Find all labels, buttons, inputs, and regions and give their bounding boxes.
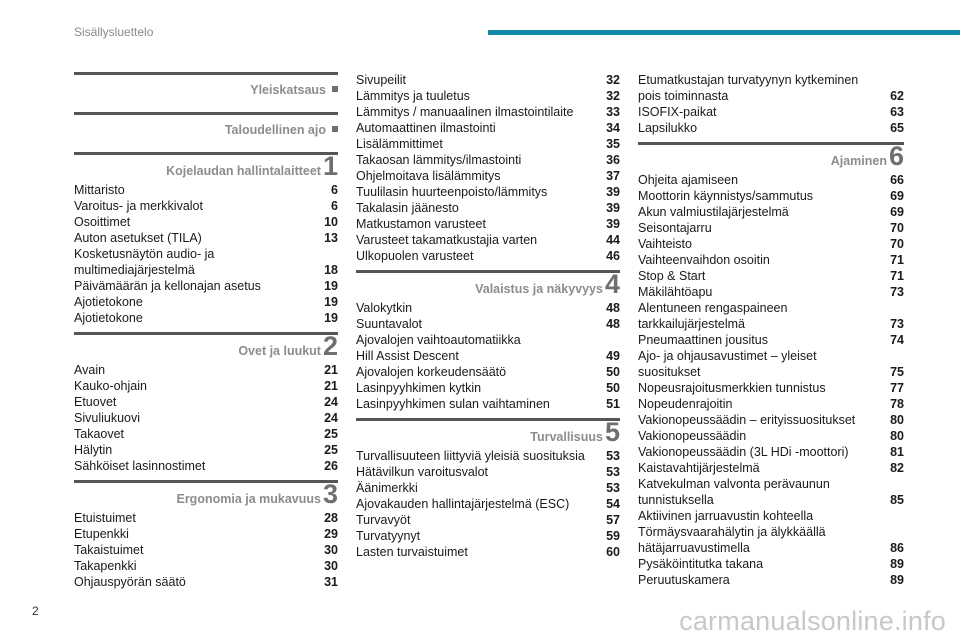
- toc-entry[interactable]: [74, 574, 338, 590]
- toc-section: [638, 142, 904, 588]
- entry-title: Osoittimet: [74, 215, 131, 229]
- entry-page-number: 39: [606, 217, 620, 231]
- section-heading[interactable]: [74, 72, 338, 106]
- section-title: Taloudellinen ajo: [224, 122, 326, 137]
- toc-entry[interactable]: [638, 332, 904, 348]
- toc-section: [356, 418, 620, 560]
- square-bullet-icon: [332, 126, 338, 132]
- entry-title: Vakionopeussäädin: [638, 429, 747, 443]
- entry-title: Kauko-ohjain: [74, 379, 147, 393]
- entry-title: Turvallisuuteen liittyviä yleisiä suosituksia: [356, 449, 585, 463]
- toc-column-2: [356, 72, 620, 566]
- toc-entry[interactable]: [638, 172, 904, 188]
- toc-entry[interactable]: [356, 216, 620, 232]
- entry-title: Pneumaattinen jousitus: [638, 333, 768, 347]
- section-heading[interactable]: [74, 112, 338, 146]
- entry-title: Katvekulman valvonta perävaunun tunnistuksella: [638, 477, 830, 507]
- entry-title: Sähköiset lasinnostimet: [74, 459, 206, 473]
- section-heading[interactable]: [356, 270, 620, 300]
- entry-page-number: 32: [606, 73, 620, 87]
- toc-entry[interactable]: [356, 200, 620, 216]
- entry-title: Ajo- ja ohjausavustimet – yleiset suositukset: [638, 349, 817, 379]
- entry-title: Nopeusrajoitusmerkkien tunnistus: [638, 381, 826, 395]
- toc-entry[interactable]: [638, 444, 904, 460]
- toc-entry[interactable]: [74, 230, 338, 246]
- entry-page-number: 39: [606, 185, 620, 199]
- toc-entry[interactable]: [74, 410, 338, 426]
- toc-entry[interactable]: [356, 496, 620, 512]
- entry-title: Turvavyöt: [356, 513, 411, 527]
- entry-title: Ajovakauden hallintajärjestelmä (ESC): [356, 497, 570, 511]
- toc-entry[interactable]: [638, 572, 904, 588]
- entry-page-number: 30: [324, 559, 338, 573]
- toc-entry[interactable]: [74, 558, 338, 574]
- toc-entry[interactable]: [74, 378, 338, 394]
- toc-entry[interactable]: [356, 396, 620, 412]
- toc-entry[interactable]: [638, 300, 904, 332]
- entry-title: Mittaristo: [74, 183, 125, 197]
- toc-entry[interactable]: [638, 204, 904, 220]
- toc-entry[interactable]: [356, 480, 620, 496]
- entry-title: Alentuneen rengaspaineen tarkkailujärjestelmä: [638, 301, 788, 331]
- section-number: 2: [322, 331, 338, 361]
- toc-section: [74, 112, 338, 146]
- entry-page-number: 10: [324, 215, 338, 229]
- entry-page-number: 36: [606, 153, 620, 167]
- entry-page-number: 44: [606, 233, 620, 247]
- entry-page-number: 19: [324, 295, 338, 309]
- toc-entry[interactable]: [638, 428, 904, 444]
- entry-title: Pysäköintitutka takana: [638, 557, 764, 571]
- toc-entry[interactable]: [74, 362, 338, 378]
- entry-page-number: 19: [324, 279, 338, 293]
- entry-page-number: 65: [890, 121, 904, 135]
- entry-page-number: 31: [324, 575, 338, 589]
- entry-title: Vaihteenvaihdon osoitin: [638, 253, 770, 267]
- toc-entry[interactable]: [356, 168, 620, 184]
- entry-page-number: 39: [606, 201, 620, 215]
- toc-entry[interactable]: [356, 72, 620, 88]
- entry-title: Vakionopeussäädin (3L HDi -moottori): [638, 445, 849, 459]
- entry-page-number: 53: [606, 449, 620, 463]
- entry-title: Ajovalojen korkeudensäätö: [356, 365, 507, 379]
- entry-page-number: 69: [890, 205, 904, 219]
- entry-title: Takaovet: [74, 427, 125, 441]
- entry-page-number: 50: [606, 365, 620, 379]
- entry-title: Ulkopuolen varusteet: [356, 249, 474, 263]
- entry-title: Takapenkki: [74, 559, 137, 573]
- toc-entry[interactable]: [638, 460, 904, 476]
- entry-title: Automaattinen ilmastointi: [356, 121, 496, 135]
- entry-page-number: 48: [606, 301, 620, 315]
- entry-title: Päivämäärän ja kellonajan asetus: [74, 279, 261, 293]
- entry-page-number: 89: [890, 573, 904, 587]
- entry-title: Suuntavalot: [356, 317, 423, 331]
- entry-title: Ohjeita ajamiseen: [638, 173, 739, 187]
- square-bullet-icon: [332, 86, 338, 92]
- entry-page-number: 73: [890, 285, 904, 299]
- entry-page-number: 71: [890, 253, 904, 267]
- header-title: Sisällysluettelo: [74, 25, 154, 39]
- entry-title: Aktiivinen jarruavustin kohteella Törmäysvaarahälytin ja älykkäällä hätäjarruavustimella: [638, 509, 826, 555]
- entry-page-number: 19: [324, 311, 338, 325]
- entry-title: Etupenkki: [74, 527, 129, 541]
- toc-entry[interactable]: [356, 184, 620, 200]
- section-number: 5: [604, 417, 620, 447]
- entry-page-number: 53: [606, 481, 620, 495]
- toc-entry[interactable]: [638, 380, 904, 396]
- toc-entry[interactable]: [638, 556, 904, 572]
- entry-title: Lasten turvaistuimet: [356, 545, 468, 559]
- entry-title: Kaistavahtijärjestelmä: [638, 461, 760, 475]
- entry-title: Mäkilähtöapu: [638, 285, 713, 299]
- entry-page-number: 70: [890, 237, 904, 251]
- entry-page-number: 81: [890, 445, 904, 459]
- toc-entry[interactable]: [638, 268, 904, 284]
- entry-title: Ajovalojen vaihtoautomatiikka Hill Assist Descent: [356, 333, 521, 363]
- toc-entry[interactable]: [74, 542, 338, 558]
- entry-title: Avain: [74, 363, 106, 377]
- toc-entry[interactable]: [356, 316, 620, 332]
- toc-entry[interactable]: [638, 188, 904, 204]
- toc-entry[interactable]: [638, 412, 904, 428]
- entry-title: Ajotietokone: [74, 295, 143, 309]
- toc-entry[interactable]: [74, 510, 338, 526]
- entry-page-number: 54: [606, 497, 620, 511]
- entry-page-number: 6: [331, 199, 338, 213]
- toc-entry[interactable]: [356, 152, 620, 168]
- toc-entry[interactable]: [356, 136, 620, 152]
- section-number: 4: [604, 269, 620, 299]
- entry-title: Ohjauspyörän säätö: [74, 575, 186, 589]
- toc-column-1: [74, 72, 338, 596]
- toc-entry[interactable]: [74, 278, 338, 294]
- toc-entry[interactable]: [74, 426, 338, 442]
- entry-page-number: 35: [606, 137, 620, 151]
- entry-title: Vaihteisto: [638, 237, 692, 251]
- toc-entry[interactable]: [356, 544, 620, 560]
- toc-entry[interactable]: [74, 310, 338, 326]
- entry-title: Nopeudenrajoitin: [638, 397, 733, 411]
- entry-page-number: 32: [606, 89, 620, 103]
- entry-page-number: 78: [890, 397, 904, 411]
- toc-entry[interactable]: [74, 442, 338, 458]
- entry-title: Sivuliukuovi: [74, 411, 141, 425]
- entry-title: Sivupeilit: [356, 73, 407, 87]
- entry-title: Seisontajarru: [638, 221, 712, 235]
- toc-entry[interactable]: [638, 508, 904, 556]
- section-heading[interactable]: [356, 418, 620, 448]
- toc-column-3: [638, 72, 904, 594]
- toc-entry[interactable]: [356, 248, 620, 264]
- entry-title: Takalasin jäänesto: [356, 201, 459, 215]
- entry-page-number: 80: [890, 413, 904, 427]
- entry-title: Takaistuimet: [74, 543, 144, 557]
- toc-entry[interactable]: [74, 458, 338, 474]
- section-title: Yleiskatsaus: [250, 82, 326, 97]
- toc-entry[interactable]: [356, 300, 620, 316]
- entry-page-number: 30: [324, 543, 338, 557]
- section-heading[interactable]: [74, 152, 338, 182]
- entry-page-number: 60: [606, 545, 620, 559]
- entry-page-number: 48: [606, 317, 620, 331]
- entry-page-number: 57: [606, 513, 620, 527]
- entry-page-number: 26: [324, 459, 338, 473]
- entry-page-number: 24: [324, 411, 338, 425]
- entry-page-number: 49: [606, 349, 620, 363]
- entry-page-number: 53: [606, 465, 620, 479]
- toc-entry[interactable]: [638, 236, 904, 252]
- entry-title: Lasinpyyhkimen sulan vaihtaminen: [356, 397, 550, 411]
- section-title: Ajaminen: [830, 154, 887, 168]
- header-accent-bar: [488, 30, 960, 35]
- entry-page-number: 34: [606, 121, 620, 135]
- toc-section: [74, 480, 338, 590]
- entry-title: Etuovet: [74, 395, 117, 409]
- entry-title: Valokytkin: [356, 301, 413, 315]
- entry-page-number: 51: [606, 397, 620, 411]
- toc-entry[interactable]: [74, 198, 338, 214]
- entry-page-number: 29: [324, 527, 338, 541]
- toc-entry[interactable]: [356, 448, 620, 464]
- toc-entry[interactable]: [74, 214, 338, 230]
- entry-page-number: 13: [324, 231, 338, 245]
- entry-page-number: 70: [890, 221, 904, 235]
- toc-section: [74, 72, 338, 106]
- entry-page-number: 66: [890, 173, 904, 187]
- toc-entry[interactable]: [638, 104, 904, 120]
- entry-page-number: 37: [606, 169, 620, 183]
- section-heading[interactable]: [638, 142, 904, 172]
- entry-page-number: 59: [606, 529, 620, 543]
- section-heading[interactable]: [74, 332, 338, 362]
- toc-entry[interactable]: [356, 332, 620, 364]
- entry-page-number: 69: [890, 189, 904, 203]
- toc-section: [74, 332, 338, 474]
- toc-entry[interactable]: [638, 348, 904, 380]
- entry-title: Moottorin käynnistys/sammutus: [638, 189, 814, 203]
- section-number: 1: [322, 151, 338, 181]
- entry-page-number: 62: [890, 89, 904, 103]
- entry-title: Kosketusnäytön audio- ja multimediajärjestelmä: [74, 247, 215, 277]
- toc-entry[interactable]: [356, 120, 620, 136]
- entry-title: Lisälämmittimet: [356, 137, 443, 151]
- entry-title: Takaosan lämmitys/ilmastointi: [356, 153, 522, 167]
- entry-title: Lapsilukko: [638, 121, 698, 135]
- entry-title: Etumatkustajan turvatyynyn kytkeminen pois toiminnasta: [638, 73, 859, 103]
- toc-section: [356, 270, 620, 412]
- entry-page-number: 75: [890, 365, 904, 379]
- entry-page-number: 33: [606, 105, 620, 119]
- toc-entry[interactable]: [638, 220, 904, 236]
- entry-page-number: 77: [890, 381, 904, 395]
- toc-entry[interactable]: [638, 476, 904, 508]
- entry-title: Lämmitys / manuaalinen ilmastointilaite: [356, 105, 574, 119]
- entry-page-number: 25: [324, 443, 338, 457]
- entry-page-number: 89: [890, 557, 904, 571]
- entry-title: Peruutuskamera: [638, 573, 730, 587]
- entry-page-number: 25: [324, 427, 338, 441]
- entry-title: Lämmitys ja tuuletus: [356, 89, 470, 103]
- entry-page-number: 86: [890, 541, 904, 555]
- entry-title: Akun valmiustilajärjestelmä: [638, 205, 789, 219]
- entry-page-number: 28: [324, 511, 338, 525]
- toc-entry[interactable]: [74, 246, 338, 278]
- toc-section: [356, 72, 620, 264]
- toc-entry[interactable]: [74, 526, 338, 542]
- section-number: 6: [888, 141, 904, 171]
- entry-title: Varusteet takamatkustajia varten: [356, 233, 538, 247]
- toc-entry[interactable]: [74, 394, 338, 410]
- toc-entry[interactable]: [356, 380, 620, 396]
- toc-entry[interactable]: [356, 364, 620, 380]
- toc-entry[interactable]: [638, 396, 904, 412]
- section-number: 3: [322, 479, 338, 509]
- toc-entry[interactable]: [356, 464, 620, 480]
- section-title: Turvallisuus: [530, 430, 603, 444]
- section-heading[interactable]: [74, 480, 338, 510]
- entry-title: Stop & Start: [638, 269, 706, 283]
- entry-page-number: 63: [890, 105, 904, 119]
- section-title: Valaistus ja näkyvyys: [475, 282, 603, 296]
- section-title: Ovet ja luukut: [238, 344, 321, 358]
- toc-entry[interactable]: [356, 104, 620, 120]
- toc-section: [638, 72, 904, 136]
- entry-title: Hätävilkun varoitusvalot: [356, 465, 489, 479]
- toc-entry[interactable]: [74, 294, 338, 310]
- entry-title: Auton asetukset (TILA): [74, 231, 202, 245]
- entry-title: Lasinpyyhkimen kytkin: [356, 381, 482, 395]
- toc-entry[interactable]: [356, 512, 620, 528]
- entry-page-number: 18: [324, 263, 338, 277]
- page-number: 2: [32, 604, 39, 618]
- section-title: Kojelaudan hallintalaitteet: [166, 164, 321, 178]
- entry-page-number: 50: [606, 381, 620, 395]
- entry-title: ISOFIX-paikat: [638, 105, 717, 119]
- entry-page-number: 82: [890, 461, 904, 475]
- section-title: Ergonomia ja mukavuus: [176, 492, 321, 506]
- entry-title: Ajotietokone: [74, 311, 143, 325]
- entry-page-number: 73: [890, 317, 904, 331]
- entry-title: Tuulilasin huurteenpoisto/lämmitys: [356, 185, 548, 199]
- entry-page-number: 71: [890, 269, 904, 283]
- entry-title: Hälytin: [74, 443, 113, 457]
- entry-title: Turvatyynyt: [356, 529, 421, 543]
- toc-entry[interactable]: [356, 528, 620, 544]
- toc-entry[interactable]: [638, 120, 904, 136]
- toc-entry[interactable]: [74, 182, 338, 198]
- entry-title: Matkustamon varusteet: [356, 217, 486, 231]
- toc-section: [74, 152, 338, 326]
- entry-title: Varoitus- ja merkkivalot: [74, 199, 203, 213]
- toc-entry[interactable]: [638, 284, 904, 300]
- entry-title: Vakionopeussäädin – erityissuositukset: [638, 413, 856, 427]
- toc-entry[interactable]: [638, 252, 904, 268]
- entry-page-number: 80: [890, 429, 904, 443]
- entry-title: Äänimerkki: [356, 481, 418, 495]
- entry-page-number: 21: [324, 363, 338, 377]
- entry-page-number: 24: [324, 395, 338, 409]
- entry-page-number: 21: [324, 379, 338, 393]
- entry-title: Etuistuimet: [74, 511, 136, 525]
- toc-entry[interactable]: [638, 72, 904, 104]
- entry-page-number: 74: [890, 333, 904, 347]
- toc-entry[interactable]: [356, 88, 620, 104]
- watermark: carmanualsonline.info: [679, 606, 946, 636]
- entry-page-number: 6: [331, 183, 338, 197]
- entry-page-number: 46: [606, 249, 620, 263]
- entry-title: Ohjelmoitava lisälämmitys: [356, 169, 501, 183]
- toc-entry[interactable]: [356, 232, 620, 248]
- entry-page-number: 85: [890, 493, 904, 507]
